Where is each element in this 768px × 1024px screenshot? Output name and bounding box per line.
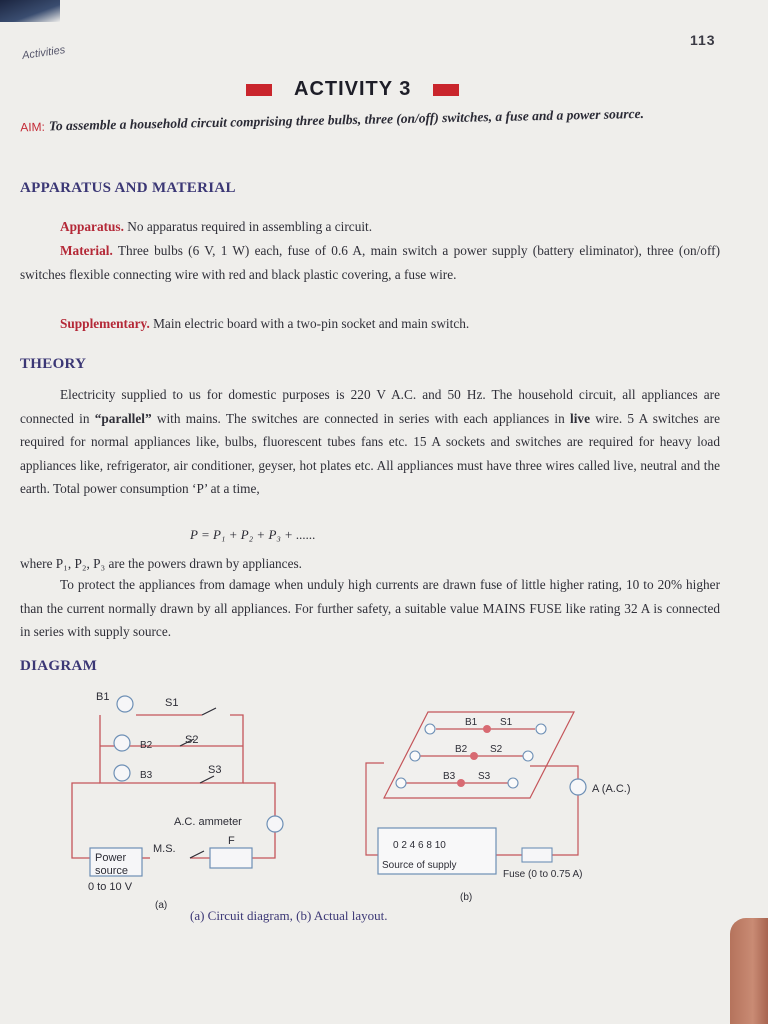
label-b-source: Source of supply: [382, 860, 457, 871]
running-head: Activities: [21, 44, 67, 62]
diagram-a-bulbs: [114, 696, 133, 781]
page-number: 113: [690, 32, 716, 48]
ammeter-a-icon: [267, 816, 283, 832]
label-b-s3: S3: [478, 771, 491, 782]
title-marker-left: [246, 84, 272, 96]
label-a-s1: S1: [165, 697, 179, 709]
fuse-b-icon: [522, 848, 552, 862]
material-text: Three bulbs (6 V, 1 W) each, fuse of 0.6 A, main switch a power supply (battery eliminator), three (on/off) switches flexible connecting wire with red and black plastic covering, a fuse wire.: [20, 243, 720, 282]
switch-s3-icon: [200, 776, 214, 783]
switch-s1-icon: [202, 708, 216, 715]
label-a-s2: S2: [185, 734, 199, 746]
bulb-b2-icon-b: [470, 752, 478, 760]
label-a-b1: B1: [96, 691, 110, 703]
label-a-sub: (a): [155, 900, 168, 911]
supplementary-text: Main electric board with a two-pin socket and main switch.: [153, 316, 470, 331]
socket-s2-icon: [523, 751, 533, 761]
label-a-power-1: Power: [95, 852, 127, 864]
apparatus-para: [60, 215, 720, 239]
page-corner-shadow: [0, 0, 60, 22]
label-a-ammeter: A.C. ammeter: [174, 816, 242, 828]
label-a-ms: M.S.: [153, 843, 176, 855]
material-label: Material.: [60, 243, 113, 258]
supplementary-para: [60, 312, 720, 336]
apparatus-heading: APPARATUS AND MATERIAL: [20, 180, 236, 196]
label-a-s3: S3: [208, 764, 222, 776]
ammeter-b-icon: [570, 779, 586, 795]
diagram-svg: [0, 678, 768, 928]
bulb-b3-icon: [114, 765, 130, 781]
socket-b2-icon: [410, 751, 420, 761]
apparatus-label: Apparatus.: [60, 219, 124, 234]
label-a-range: 0 to 10 V: [88, 881, 133, 893]
label-b-ammeter: A (A.C.): [592, 783, 631, 795]
title-marker-right: [433, 84, 459, 96]
label-a-b3: B3: [140, 770, 153, 781]
activity-title: [246, 78, 459, 101]
material-para: [20, 239, 720, 286]
bulb-b1-icon-b: [483, 725, 491, 733]
main-switch-icon: [190, 851, 204, 858]
aim-text: To assemble a household circuit comprising three bulbs, three (on/off) switches, a fuse and a power source.: [48, 105, 645, 134]
aim: [20, 101, 720, 138]
socket-s3-icon: [508, 778, 518, 788]
socket-b1-icon: [425, 724, 435, 734]
label-b-s1: S1: [500, 717, 513, 728]
apparatus-text: No apparatus required in assembling a circuit.: [127, 219, 373, 234]
theory-text-a: Electricity supplied to us for domestic purposes is 220 V A.C. and 50 Hz. The household circuit, all appliances are connected in: [20, 387, 720, 426]
theory-para-3: To protect the appliances from damage when unduly high currents are drawn fuse of little higher rating, 10 to 20% higher than the current normally drawn by all appliances. For further safety, a suitable value MAINS FUSE like rating 32 A is connected in series with supply source.: [20, 577, 720, 639]
label-a-b2: B2: [140, 740, 153, 751]
label-b-b2: B2: [455, 744, 468, 755]
label-a-fuse: F: [228, 835, 235, 847]
theory-heading: THEORY: [20, 356, 87, 372]
diagram-a-wires: [72, 715, 275, 858]
parallel-term: “parallel”: [94, 410, 152, 426]
title-text: ACTIVITY 3: [294, 78, 412, 100]
thumb: [730, 918, 768, 1024]
aim-label: AIM:: [20, 119, 46, 135]
label-b-s2: S2: [490, 744, 503, 755]
label-b-sub: (b): [460, 892, 473, 903]
theory-para-2: where P₁, P₂, P₃ are the powers drawn by appliances.: [20, 556, 302, 571]
power-formula: P = P₁ + P₂ + P₃ + ......: [190, 527, 316, 542]
theory-text-c: wire. 5 A switches are required for normal appliances like, bulbs, fluorescent tubes fans etc. 15 A sockets and switches are required for heavy load appliances like, refrigerator, air conditioner, geyser, hot plates etc. All appliances must have three wires called live, neutral and the earth. Total power consumption ‘P’ at a time,: [20, 410, 720, 496]
theory-text-b: with mains. The switches are connected in series with each appliances in: [151, 410, 571, 426]
bulb-b2-icon: [114, 735, 130, 751]
diagram-heading: DIAGRAM: [20, 658, 98, 674]
socket-s1-icon: [536, 724, 546, 734]
theory-para-1: [20, 383, 720, 501]
label-b-dial: 0 2 4 6 8 10: [393, 840, 446, 851]
diagram-caption: (a) Circuit diagram, (b) Actual layout.: [190, 908, 388, 923]
fuse-a-icon: [210, 848, 252, 868]
label-b-b3: B3: [443, 771, 456, 782]
supplementary-label: Supplementary.: [60, 316, 150, 331]
label-a-power-2: source: [95, 865, 129, 877]
label-b-b1: B1: [465, 717, 478, 728]
socket-b3-icon: [396, 778, 406, 788]
circuit-diagrams: [0, 678, 768, 928]
live-term: live: [570, 410, 590, 426]
bulb-b3-icon-b: [457, 779, 465, 787]
bulb-b1-icon: [117, 696, 133, 712]
label-b-fuse: Fuse (0 to 0.75 A): [503, 869, 583, 880]
